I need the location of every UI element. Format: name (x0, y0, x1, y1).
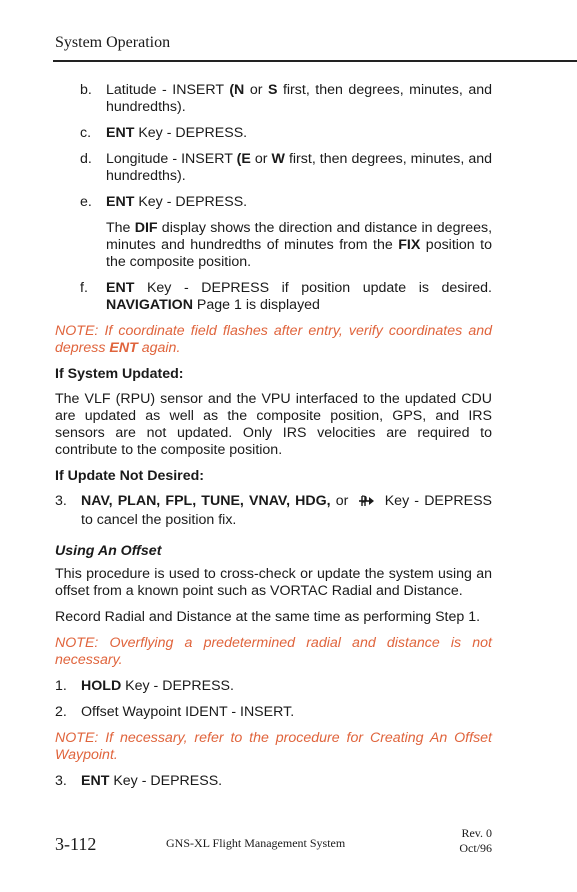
footer-revision (440, 826, 492, 856)
arrow-key-icon (358, 495, 376, 512)
step-text: ENT Key - DEPRESS. (81, 773, 223, 789)
step-label: 3. (55, 493, 67, 509)
dif-paragraph: The DIF display shows the direction and distance in degrees, minutes and hundredths of minutes from the FIX position to the composite position. (106, 220, 493, 270)
header-rule (53, 60, 577, 62)
step-label: e. (80, 194, 92, 210)
step-label: f. (80, 280, 88, 296)
heading-using-offset: Using An Offset (55, 543, 162, 559)
heading-system-updated: If System Updated: (55, 366, 184, 382)
step-e (80, 194, 492, 211)
note-coordinate-flash: NOTE: If coordinate field flashes after entry, verify coordinates and depress ENT again. (55, 323, 492, 356)
step-text: Longitude - INSERT (E or W first, then degrees, minutes, and hundredths). (106, 151, 493, 184)
page-number: 3-112 (55, 834, 97, 854)
step-2-offset-ident (55, 704, 492, 721)
step-3-cancel (55, 493, 492, 529)
step-label: 2. (55, 704, 67, 720)
paragraph-system-updated: The VLF (RPU) sensor and the VPU interfaced to the updated CDU are updated as well as the composite position, GPS, and IRS sensors are not updated. Only IRS velocities are required to contribute to the composite position. (55, 391, 492, 458)
step-f (80, 280, 492, 314)
step-b (80, 82, 492, 116)
step-text: HOLD Key - DEPRESS. (81, 678, 234, 694)
step-c (80, 125, 492, 142)
step-1-hold (55, 678, 492, 695)
page-content (55, 82, 492, 799)
note-overflying: NOTE: Overflying a predetermined radial and distance is not necessary. (55, 635, 492, 668)
step-text: Latitude - INSERT (N or S first, then degrees, minutes, and hundredths). (106, 82, 492, 115)
step-label: c. (80, 125, 92, 141)
step-label: d. (80, 151, 92, 167)
paragraph-offset-purpose: This procedure is used to cross-check or update the system using an offset from a known point such as VORTAC Radial and Distance. (55, 566, 492, 599)
step-label: 3. (55, 773, 67, 789)
revision-label: Rev. 0 (461, 826, 492, 840)
heading-update-not-desired: If Update Not Desired: (55, 468, 204, 484)
step-text: ENT Key - DEPRESS if position update is desired. NAVIGATION Page 1 is displayed (106, 280, 492, 313)
step-label: b. (80, 82, 92, 98)
page-header: System Operation (55, 34, 171, 51)
step-3-ent (55, 773, 492, 790)
step-label: 1. (55, 678, 67, 694)
footer-title: GNS-XL Flight Management System (166, 836, 346, 850)
step-d (80, 151, 492, 185)
step-text: ENT Key - DEPRESS. (106, 194, 248, 210)
note-creating-offset: NOTE: If necessary, refer to the procedure for Creating An Offset Waypoint. (55, 730, 492, 763)
step-text: ENT Key - DEPRESS. (106, 125, 248, 141)
step-text: NAV, PLAN, FPL, TUNE, VNAV, HDG, or Key - DEPRESS to cancel the position fix. (81, 493, 492, 528)
paragraph-offset-record: Record Radial and Distance at the same time as performing Step 1. (55, 609, 481, 625)
step-text: Offset Waypoint IDENT - INSERT. (81, 704, 295, 720)
revision-date: Oct/96 (459, 841, 492, 855)
